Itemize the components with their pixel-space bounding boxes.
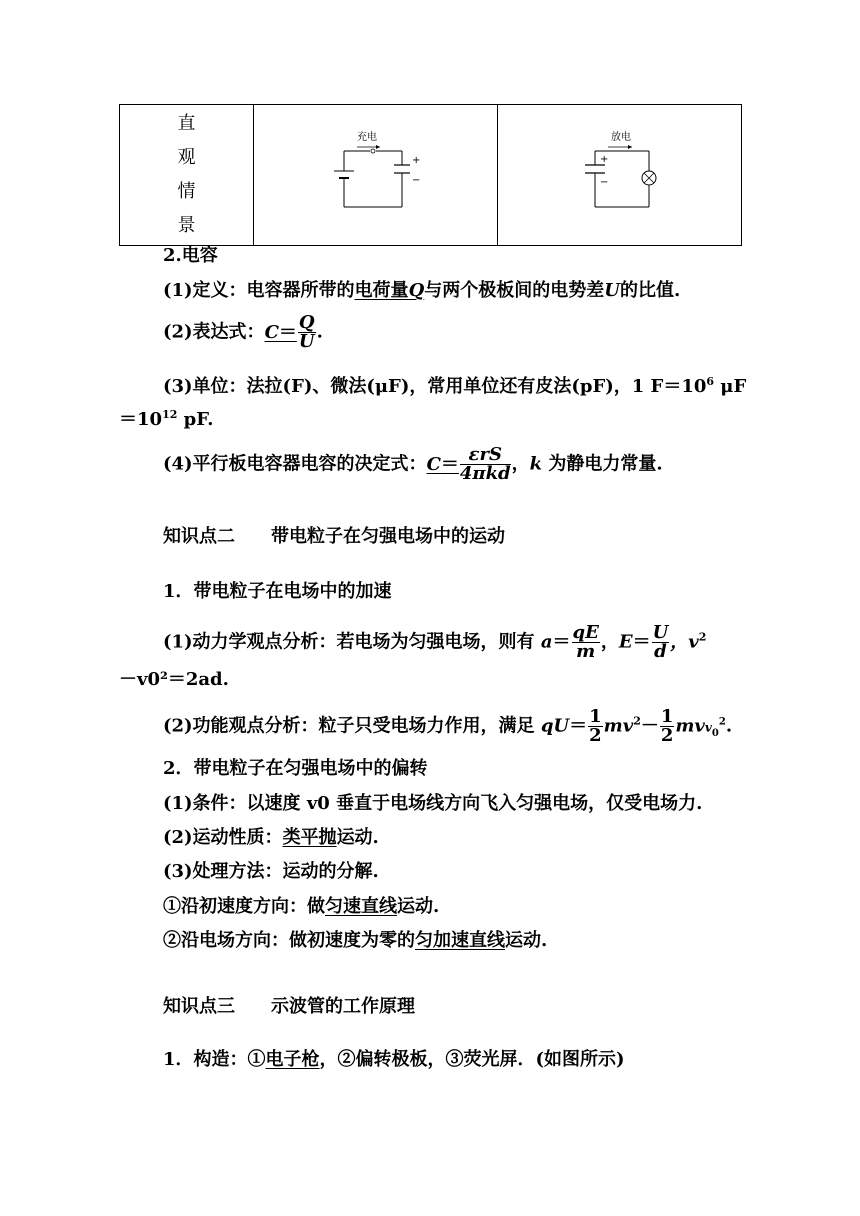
underlined-term: 电子枪 [265, 1049, 320, 1070]
charge-label: 充电 [357, 132, 377, 143]
denominator: 2 [660, 725, 674, 746]
acceleration-heading: 1．带电粒子在电场中的加速 [163, 581, 392, 602]
initial-velocity-direction [163, 895, 439, 919]
symbol: k [529, 453, 543, 475]
text: ②沿电场方向：做初速度为零的 [163, 930, 415, 951]
text: ， [600, 631, 619, 653]
symbol: a [540, 631, 553, 653]
deflection-condition: (1)条件：以速度 v0 垂直于电场线方向飞入匀强电场，仅受电场力. [163, 793, 703, 814]
field-direction [163, 929, 547, 953]
fraction [660, 708, 675, 745]
minus-sign: − [412, 175, 421, 186]
discharging-diagram-cell [498, 105, 742, 246]
text: ＝ [440, 453, 459, 475]
denominator: d [654, 641, 667, 662]
row-label-char: 景 [177, 215, 196, 236]
symbol: C [264, 321, 279, 343]
text: (2)功能观点分析：粒子只受电场力作用，满足 [163, 715, 535, 737]
row-label-char: 直 [177, 113, 196, 134]
text: pF. [177, 409, 214, 430]
symbol: U [604, 280, 620, 301]
capacitance-determinant [163, 446, 663, 483]
denominator: U [298, 331, 315, 352]
numerator: 1 [589, 706, 602, 727]
text: － [640, 715, 659, 737]
symbol: mv [675, 715, 705, 737]
numerator: Q [298, 312, 315, 333]
plus-sign: + [412, 155, 421, 166]
numerator: qE [572, 622, 599, 643]
fraction [460, 446, 511, 483]
formula [264, 312, 317, 352]
capacitance-definition [163, 279, 680, 303]
fraction [652, 624, 670, 661]
denominator: 2 [589, 725, 602, 746]
knowledge-point-2-title: 知识点二 带电粒子在匀强电场中的运动 [163, 526, 505, 547]
motion-nature [163, 826, 379, 850]
text: 与两个极板间的电势差 [424, 280, 605, 301]
charging-diagram-cell [254, 105, 498, 246]
energy-analysis: (2)功能观点分析：粒子只受电场力作用，满足 qU＝ $\frac{1}{2}$ $mv^2-$ $\frac{1}{2}$ mvv$_0^2$. [163, 706, 733, 746]
text: (4)平行板电容器电容的决定式： [163, 453, 427, 475]
capacitance-heading: 2.电容 [163, 245, 218, 266]
text: ＝ [278, 321, 297, 343]
text: ①沿初速度方向：做 [163, 896, 325, 917]
dynamics-analysis-line2: －v0²＝2ad. [119, 669, 229, 690]
exponent: 12 [162, 408, 178, 421]
underlined-term: 匀加速直线 [415, 930, 505, 951]
text: 1．构造：① [163, 1049, 266, 1070]
text: (2)运动性质： [163, 827, 283, 848]
charging-circuit-diagram [254, 105, 497, 241]
knowledge-point-3-title: 知识点三 示波管的工作原理 [163, 996, 415, 1017]
discharging-circuit-diagram [498, 105, 741, 241]
numerator: U [652, 622, 669, 643]
minus-sign: − [600, 177, 609, 188]
symbol: Q [408, 280, 425, 301]
discharge-label: 放电 [611, 132, 631, 143]
processing-method: (3)处理方法：运动的分解. [163, 861, 379, 882]
symbol: qU [540, 715, 570, 737]
intuitive-scene-table [119, 104, 742, 246]
deflection-heading: 2．带电粒子在匀强电场中的偏转 [163, 758, 428, 779]
oscilloscope-structure [163, 1048, 625, 1072]
text: ＝10 [119, 409, 163, 430]
text: ＝ [632, 631, 651, 653]
text: ，v [670, 631, 699, 653]
text: . [316, 321, 323, 343]
plus-sign: + [600, 154, 609, 165]
symbol: mv [603, 715, 634, 737]
text: (2)表达式： [163, 321, 265, 343]
text: ＝ [569, 715, 588, 737]
row-label-char: 观 [177, 147, 196, 168]
text: ，②偏转极板，③荧光屏．(如图所示) [319, 1049, 625, 1070]
text: ， [511, 453, 530, 475]
dynamics-analysis: (1)动力学观点分析：若电场为匀强电场，则有 a＝ $\frac{qE}{m}$ ，E＝ $\frac{U}{d}$ ，$v^2$ [163, 622, 707, 662]
underlined-term: 匀速直线 [325, 896, 397, 917]
capacitance-expression [163, 314, 323, 351]
row-label-char: 情 [177, 181, 196, 202]
text: (3)单位：法拉(F)、微法(μF)，常用单位还有皮法(pF)，1 F＝10 [163, 376, 707, 397]
numerator: εrS [460, 446, 511, 465]
capacitance-unit-line1 [163, 370, 746, 399]
text: 为静电力常量. [548, 453, 663, 475]
fraction [588, 708, 603, 745]
formula [426, 444, 512, 484]
exponent: 6 [706, 375, 715, 388]
fraction [572, 624, 600, 661]
text: 运动. [336, 827, 379, 848]
text: ＝ [552, 631, 571, 653]
symbol: C [426, 453, 441, 475]
row-label [120, 105, 254, 246]
text: . [725, 715, 733, 737]
text: 的比值. [619, 280, 681, 301]
text: 运动. [397, 896, 440, 917]
underlined-term: 类平抛 [282, 827, 337, 848]
text: μF [714, 376, 747, 397]
numerator: 1 [660, 706, 674, 727]
denominator: 4πkd [459, 463, 511, 484]
text: (1)定义：电容器所带的 [163, 280, 355, 301]
text: (1)动力学观点分析：若电场为匀强电场，则有 [163, 631, 535, 653]
charge-term [355, 280, 425, 301]
capacitance-unit-line2 [119, 403, 213, 432]
text: 电荷量 [354, 280, 409, 301]
text: 运动. [505, 930, 548, 951]
denominator: m [576, 641, 596, 662]
fraction [298, 314, 316, 351]
symbol: E [618, 631, 633, 653]
